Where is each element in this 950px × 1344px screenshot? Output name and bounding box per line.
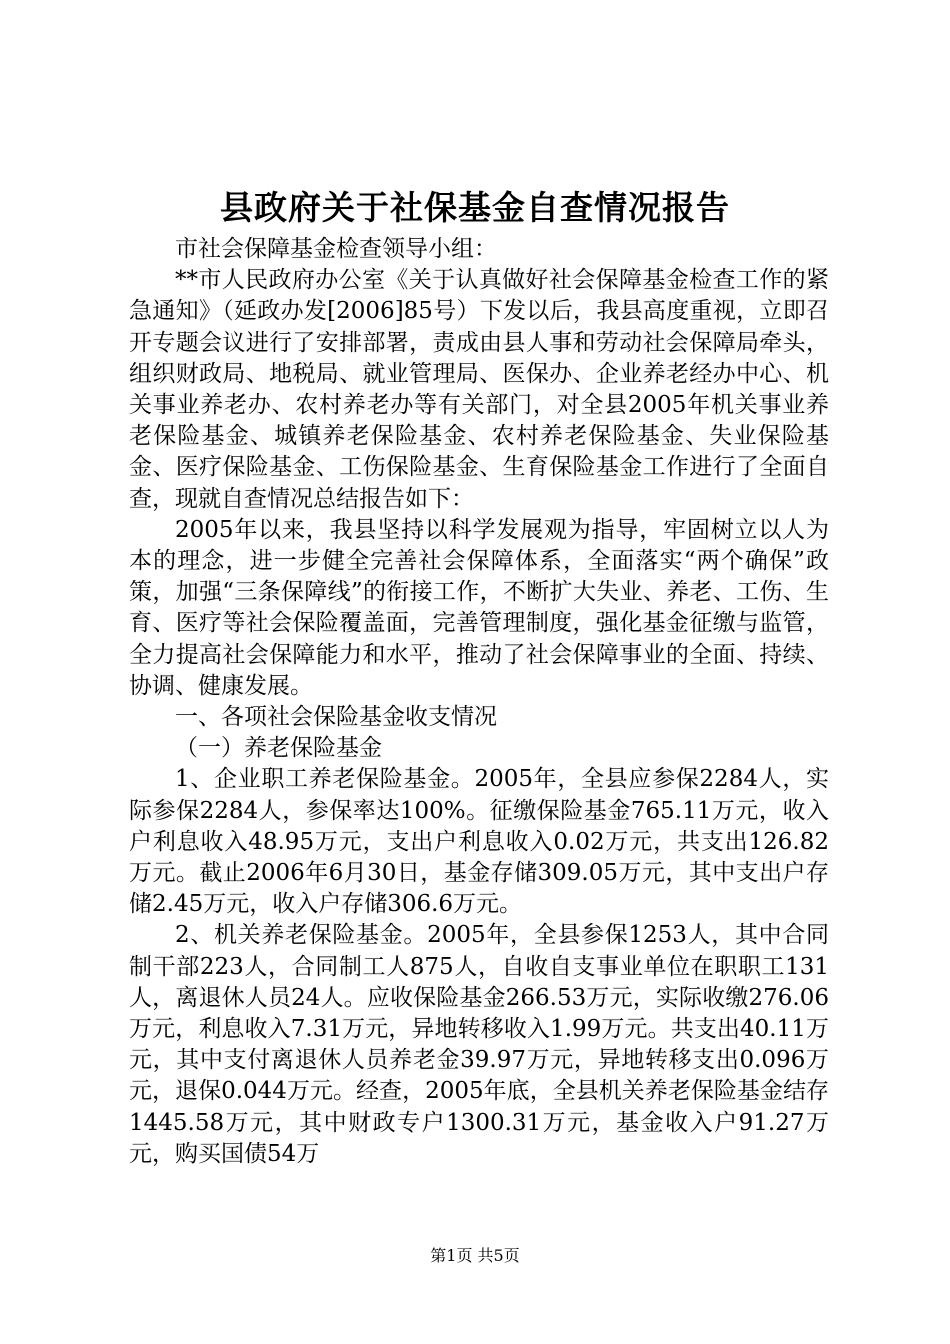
intro-paragraph: **市人民政府办公室《关于认真做好社会保障基金检查工作的紧急通知》（延政办发[2006]85号）下发以后，我县高度重视，立即召开专题会议进行了安排部署，责成由县人事和劳动社会保障局牵头，组织财政局、地税局、就业管理局、医保办、企业养老经办中心、机关事业养老办、农村养老办等有关部门，对全县2005年机关事业养老保险基金、城镇养老保险基金、农村养老保险基金、失业保险基金、医疗保险基金、工伤保险基金、生育保险基金工作进行了全面自查，现就自查情况总结报告如下： bbox=[129, 267, 829, 512]
institution-pension-paragraph: 2、机关养老保险基金。2005年，全县参保1253人，其中合同制干部223人，合同制工人875人，自收自支事业单位在职职工131人，离退休人员24人。应收保险基金266.53万元，实际收缴276.06万元，利息收入7.31万元，异地转移收入1.99万元。共支出40.11万元，其中支付离退休人员养老金39.97万元，异地转移支出0.096万元，退保0.044万元。经查，2005年底，全县机关养老保险基金结存1445.58万元，其中财政专户1300.31万元，基金收入户91.27万元，购买国债54万 bbox=[129, 922, 829, 1167]
section-heading: 一、各项社会保险基金收支情况 bbox=[175, 704, 497, 731]
document-body bbox=[129, 234, 829, 1170]
overview-paragraph: 2005年以来，我县坚持以科学发展观为指导，牢固树立以人为本的理念，进一步健全完善社会保障体系，全面落实“两个确保”政策，加强“三条保障线”的衔接工作，不断扩大失业、养老、工伤、生育、医疗等社会保险覆盖面，完善管理制度，强化基金征缴与监管，全力提高社会保障能力和水平，推动了社会保障事业的全面、持续、协调、健康发展。 bbox=[129, 516, 829, 699]
salutation-paragraph: 市社会保障基金检查领导小组： bbox=[175, 236, 497, 262]
enterprise-pension-paragraph: 1、企业职工养老保险基金。2005年，全县应参保2284人，实际参保2284人，参保率达100%。征缴保险基金765.11万元，收入户利息收入48.95万元，支出户利息收入0.02万元，共支出126.82万元。截止2006年6月30日，基金存储309.05万元，其中支出户存储2.45万元，收入户存储306.6万元。 bbox=[129, 766, 829, 918]
subsection-heading: （一）养老保险基金 bbox=[175, 735, 382, 762]
page-footer: 第1页 共5页 bbox=[430, 1246, 520, 1265]
document-title: 县政府关于社保基金自查情况报告 bbox=[220, 188, 730, 227]
